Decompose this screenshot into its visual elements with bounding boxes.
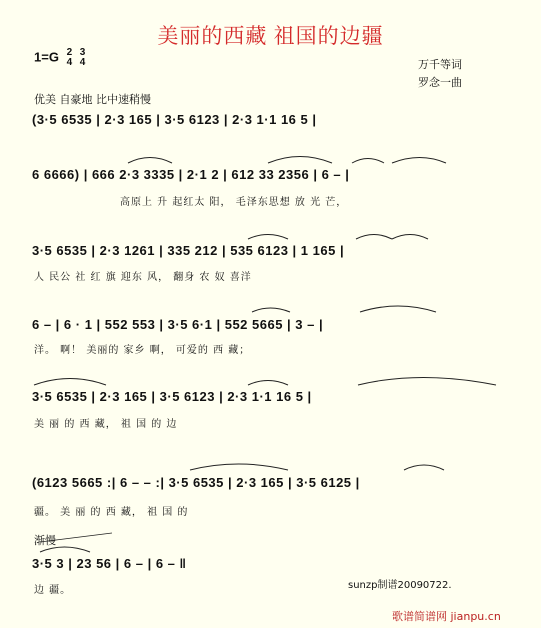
lyricist: 万千等词: [418, 58, 462, 71]
score-row-6-notes: (6123 5665 :| 6 – – :| 3·5 6535 | 2·3 165 | 3·5 6125 |: [32, 475, 360, 490]
site-watermark: 歌谱简谱网 jianpu.cn: [392, 610, 501, 623]
time-signature-2: 3 4: [79, 47, 86, 68]
song-title: 美丽的西藏 祖国的边疆: [157, 24, 384, 48]
score-row-7-lyrics: 边 疆。: [34, 585, 72, 596]
score-row-5-lyrics: 美 丽 的 西 藏， 祖 国 的 边: [34, 419, 178, 430]
score-row-4-lyrics: 洋。 啊！ 美丽的 家乡 啊， 可爱的 西 藏；: [34, 345, 251, 356]
composer: 罗念一曲: [418, 76, 462, 89]
score-row-1-notes: (3·5 6535 | 2·3 165 | 3·5 6123 | 2·3 1·1 16 5 |: [32, 112, 317, 127]
key-signature: 1=G: [34, 49, 59, 65]
score-row-3-notes: 3·5 6535 | 2·3 1261 | 335 212 | 535 6123 | 1 165 |: [32, 243, 345, 258]
score-row-6-lyrics: 疆。 美 丽 的 西 藏， 祖 国 的: [34, 507, 189, 518]
tempo-marking: 优美 自豪地 比中速稍慢: [34, 93, 151, 106]
score-row-2-lyrics: 高原上 升 起红太 阳， 毛泽东思想 放 光 芒，: [120, 197, 348, 208]
transcriber-credit: sunzp制谱20090722.: [348, 580, 452, 591]
score-row-5-notes: 3·5 6535 | 2·3 165 | 3·5 6123 | 2·3 1·1 16 5 |: [32, 389, 312, 404]
time-signature-1: 2 4: [66, 47, 73, 68]
score-row-2-notes: 6 6666) | 666 2·3 3335 | 2·1 2 | 612 33 2356 | 6 – |: [32, 167, 350, 182]
score-row-7-notes: 3·5 3 | 23 56 | 6 – | 6 – ‖: [32, 556, 187, 571]
score-row-4-notes: 6 – | 6 · 1 | 552 553 | 3·5 6·1 | 552 5665 | 3 – |: [32, 317, 324, 332]
score-row-3-lyrics: 人 民公 社 红 旗 迎东 风， 翻身 农 奴 喜洋: [34, 272, 252, 283]
ending-tempo-marking: 渐慢: [34, 534, 56, 547]
